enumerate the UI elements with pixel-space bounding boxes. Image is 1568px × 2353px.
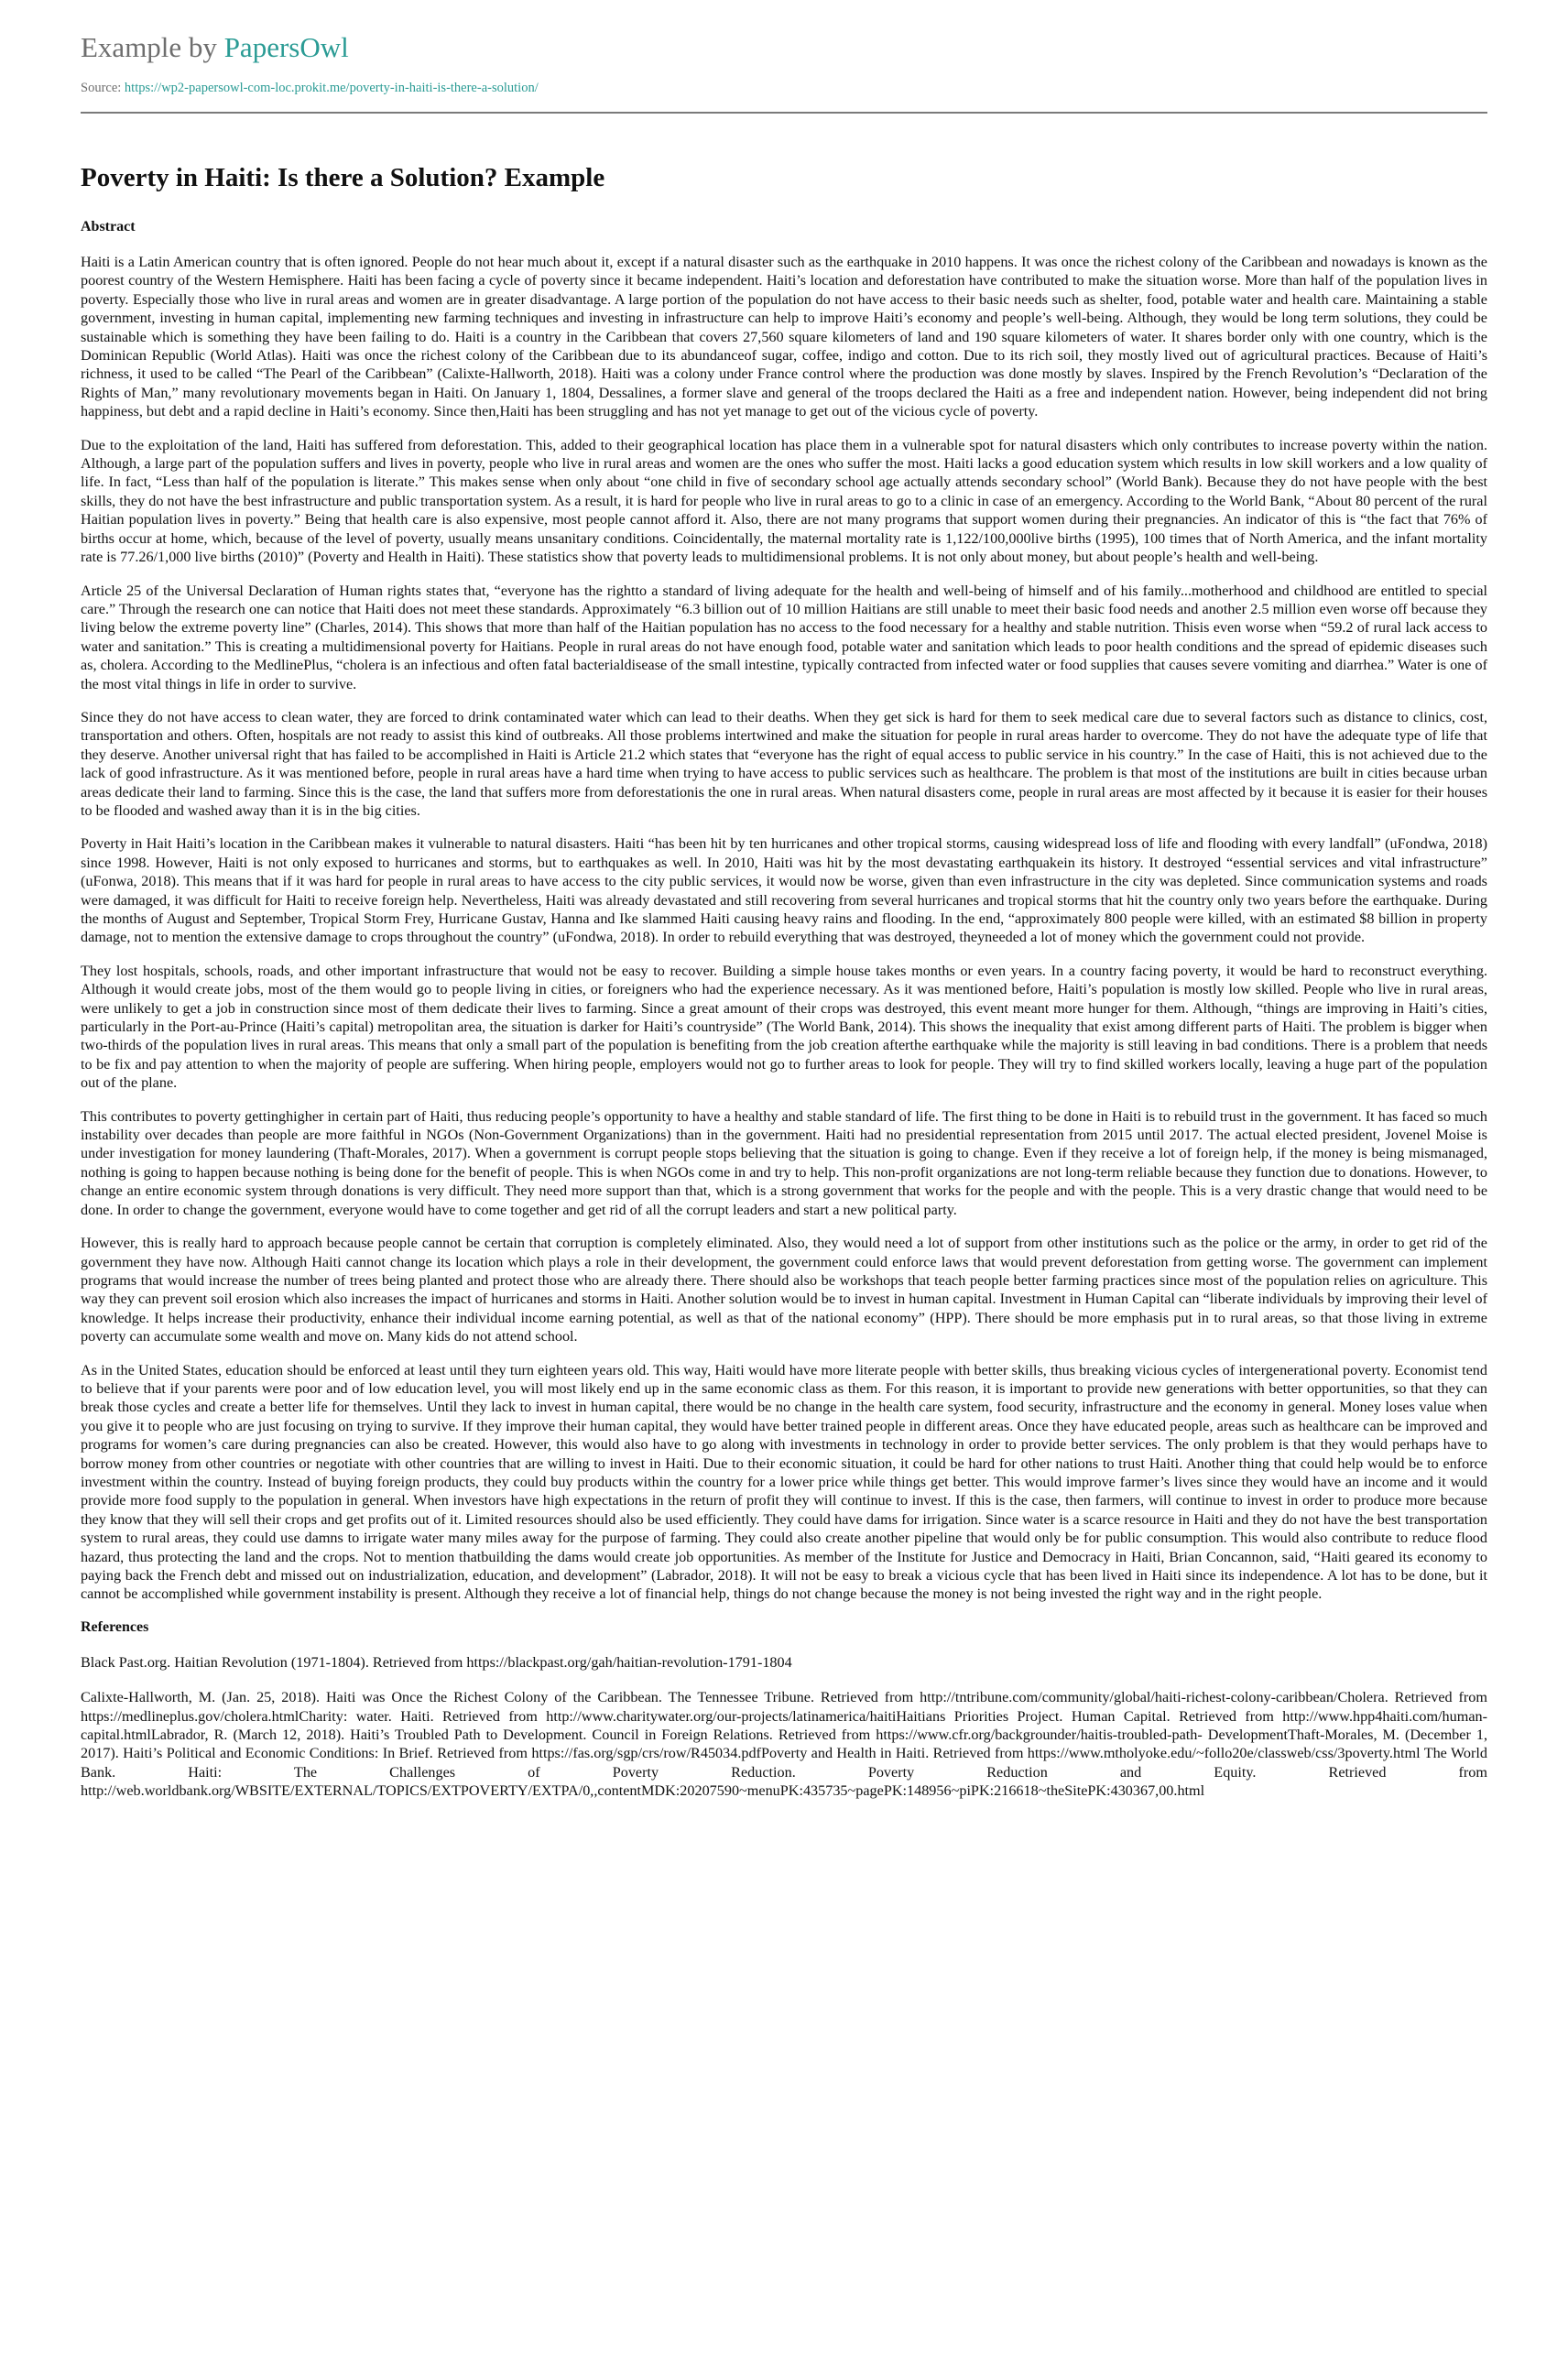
document-body [81,218,1487,1817]
body-paragraph: As in the United States, education should be enforced at least until they turn eighteen years old. This way, Haiti would have more literate people with better skills, thus breaking vicious cycles of intergenerational poverty. Economist tend to believe that if your parents were poor and of low education level, you will most likely end up in the same economic class as them. For this reason, it is important to provide new generations with better opportunities, so that they can break those cycles and create a better life for themselves. Until they lack to invest in human capital, there would be no change in the health care system, food security, infrastructure and the economy in general. Money loses value when you give it to people who are just focusing on trying to survive. If they improve their human capital, they would have better trained people in different areas. Once they have educated people, areas such as healthcare can be improved and programs for women’s care during pregnancies can also be created. However, this would also have to go along with investments in technology in order to provide better services. The only problem is that they would perhaps have to borrow money from other countries or negotiate with other countries that are willing to invest in Haiti. Due to their economic situation, it could be hard for other nations to trust Haiti. Another thing that could help would be to enforce investment within the country. Instead of buying foreign products, they could buy products within the country for a lower price while things get better. This would improve farmer’s lives since they would have an income and it would provide more food supply to the population in general. When investors have high expectations in the return of profit they will continue to invest. If this is the case, then farmers, will continue to invest in order to produce more because they know that they will sell their crops and get profits out of it. Limited resources should also be used efficiently. They could have dams for irrigation. Since water is a scarce resource in Haiti and they do not have the best transportation system to rural areas, they could use damns to irrigate water many miles away for the purpose of farming. They could also create another pipeline that would only be for public consumption. This would also contribute to reduce flood hazard, thus protecting the land and the crops. Not to mention thatbuilding the dams would create job opportunities. As member of the Institute for Justice and Democracy in Haiti, Brian Concannon, said, “Haiti geared its economy to paying back the French debt and missed out on industrialization, education, and development” (Labrador, 2018). It will not be easy to break a vicious cycle that has been lived in Haiti since its independence. A lot has to be done, but it cannot be accomplished while government instability is present. Although they receive a lot of financial help, things do not change because the money is not being invested the right way and in the right people. [81,1361,1487,1603]
body-paragraph: Since they do not have access to clean water, they are forced to drink contaminated water which can lead to their deaths. When they get sick is hard for them to seek medical care due to several factors such as distance to clinics, cost, transportation and others. Often, hospitals are not ready to assist this kind of outbreaks. All those problems intertwined and make the situation for people in rural areas harder to overcome. They do not have the adequate type of life that they deserve. Another universal right that has failed to be accomplished in Haiti is Article 21.2 which states that “everyone has the right of equal access to public service in his country.” In the case of Haiti, this is not achieved due to the lack of good infrastructure. As it was mentioned before, people in rural areas have a hard time when trying to have access to public services such as healthcare. The problem is that most of the institutions are built in cities because urban areas dedicate their land to farming. Since this is the case, the land that suffers more from deforestationis the one in rural areas. When natural disasters come, people in rural areas are most affected by it because it is easier for their houses to be flooded and washed away than it is in the big cities. [81,708,1487,819]
body-paragraph: Due to the exploitation of the land, Haiti has suffered from deforestation. This, added to their geographical location has place them in a vulnerable spot for natural disasters which only contributes to increase poverty within the nation. Although, a large part of the population suffers and lives in poverty, people who live in rural areas and women are the ones who suffer the most. Haiti lacks a good education system which results in low skill workers and a low quality of life. In fact, “Less than half of the population is literate.” This makes sense when only about “one child in five of secondary school age actually attends secondary school” (World Bank). Because they do not have people with the best skills, they do not have the best infrastructure and public transportation system. As a result, it is hard for people who live in rural areas to go to a clinic in case of an emergency. According to the World Bank, “About 80 percent of the rural Haitian population lives in poverty.” Being that health care is also expensive, most people cannot afford it. Also, there are not many programs that support women during their pregnancies. An indicator of this is “the fact that 76% of births occur at home, which, because of the level of poverty, usually means unsanitary conditions. Coincidentally, the maternal mortality rate is 1,122/100,000live births (1995), 100 times that of North America, and the infant mortality rate is 77.26/1,000 live births (2010)” (Poverty and Health in Haiti). These statistics show that poverty leads to multidimensional problems. It is not only about money, but about people’s health and well-being. [81,436,1487,566]
header-divider [81,112,1487,114]
reference-entry: Black Past.org. Haitian Revolution (1971-1804). Retrieved from https://blackpast.org/gah/haitian-revolution-1791-1804 [81,1653,792,1671]
brand-link[interactable]: PapersOwl [223,31,349,63]
body-paragraph: This contributes to poverty gettinghigher in certain part of Haiti, thus reducing people’s opportunity to have a healthy and stable standard of life. The first thing to be done in Haiti is to rebuild trust in the government. It has faced so much instability over decades than people are more faithful in NGOs (Non-Government Organizations) than in the government. Haiti had no presidential representation from 2015 until 2017. The actual elected president, Jovenel Moise is under investigation for money laundering (Thaft-Morales, 2017). When a government is corrupt people stops believing that the situation is going to change. Even if they receive a lot of foreign help, if the money is being mismanaged, nothing is going to happen because nothing is being done for the benefit of people. This is when NGOs come in and try to help. This non-profit organizations are not long-term reliable because they function due to donations. However, to change an entire economic system through donations is very difficult. They need more support than that, which is a strong government that works for the people and with the people. This is a very drastic change that would need to be done. In order to change the government, everyone would have to come together and get rid of all the corrupt leaders and start a new political party. [81,1107,1487,1218]
brand-header [81,31,349,64]
abstract-heading: Abstract [81,219,136,234]
reference-entry: Calixte-Hallworth, M. (Jan. 25, 2018). Haiti was Once the Richest Colony of the Caribbean. The Tennessee Tribune. Retrieved from http://tntribune.com/community/global/haiti-richest-colony-caribbean/Cholera. Retrieved from https://medlineplus.gov/cholera.htmlCharity: water. Haiti. Retrieved from http://www.charitywater.org/our-projects/latinamerica/haitiHaitians Priorities Project. Human Capital. Retrieved from http://www.hpp4haiti.com/human- capital.htmlLabrador, R. (March 12, 2018). Haiti’s Troubled Path to Development. Council in Foreign Relations. Retrieved from https://www.cfr.org/backgrounder/haitis-troubled-path- DevelopmentThaft-Morales, M. (December 1, 2017). Haiti’s Political and Economic Conditions: In Brief. Retrieved from https://fas.org/sgp/crs/row/R45034.pdfPoverty and Health in Haiti. Retrieved from https://www.mtholyoke.edu/~follo20e/classweb/css/3poverty.html The World Bank. Haiti: The Challenges of Poverty Reduction. Poverty Reduction and Equity. Retrieved from http://web.worldbank.org/WBSITE/EXTERNAL/TOPICS/EXTPOVERTY/EXTPA/0,,contentMDK:20207590~menuPK:435735~pagePK:148956~piPK:216618~theSitePK:430367,00.html [81,1689,1487,1800]
body-paragraph: Haiti is a Latin American country that is often ignored. People do not hear much about it, except if a natural disaster such as the earthquake in 2010 happens. It was once the richest colony of the Caribbean and nowadays is known as the poorest country of the Western Hemisphere. Haiti has been facing a cycle of poverty since it became independent. Haiti’s location and deforestation have contributed to make the situation worse. More than half of the population lives in poverty. Especially those who live in rural areas and women are in greater disadvantage. A large portion of the population do not have access to their basic needs such as shelter, food, potable water and health care. Maintaining a stable government, investing in human capital, implementing new farming techniques and investing in infrastructure can help to improve Haiti’s economy and people’s well-being. Although, they would be long term solutions, they could be sustainable which is something they have been failing to do. Haiti is a country in the Caribbean that covers 27,560 square kilometers of land and 190 square kilometers of water. It shares border only with one country, which is the Dominican Republic (World Atlas). Haiti was once the richest colony of the Caribbean due to its abundanceof sugar, coffee, indigo and cotton. Due to its rich soil, they mostly lived out of agricultural practices. Because of Haiti’s richness, it used to be called “The Pearl of the Caribbean” (Calixte-Hallworth, 2018). Haiti was a colony under France control where the production was done mostly by slaves. Inspired by the French Revolution’s “Declaration of the Rights of Man,” many revolutionary movements began in Haiti. On January 1, 1804, Dessalines, a former slave and general of the troops declared the Haiti as a free and independent nation. However, being independent did not bring happiness, but debt and a rapid decline in Haiti’s economy. Since then,Haiti has been struggling and has not yet manage to get out of the vicious cycle of poverty. [81,254,1487,420]
body-paragraph: Article 25 of the Universal Declaration of Human rights states that, “everyone has the rightto a standard of living adequate for the health and well-being of himself and of his family...motherhood and childhood are entitled to special care.” Through the research one can notice that Haiti does not meet these standards. Approximately “6.3 billion out of 10 million Haitians are still unable to meet their basic food needs and another 2.5 million even worse off because they living below the extreme poverty line” (Charles, 2014). This shows that more than half of the Haitian population has no access to the food necessary for a healthy and stable nutrition. Thisis even worse when “59.2 of rural lack access to water and sanitation.” This is creating a multidimensional poverty for Haitians. People in rural areas do not have enough food, potable water and sanitation which leads to poor health conditions and the spread of epidemic diseases such as, cholera. According to the MedlinePlus, “cholera is an infectious and often fatal bacterialdisease of the small intestine, typically contracted from infected water or food supplies that causes severe vomiting and diarrhea.” Water is one of the most vital things in life in order to survive. [81,582,1487,692]
body-paragraph: Poverty in Hait Haiti’s location in the Caribbean makes it vulnerable to natural disasters. Haiti “has been hit by ten hurricanes and other tropical storms, causing widespread loss of life and flooding with every landfall” (uFondwa, 2018) since 1998. However, Haiti is not only exposed to hurricanes and storms, but to earthquakes as well. In 2010, Haiti was hit by the most devastating earthquakein its history. It destroyed “essential services and vital infrastructure” (uFonwa, 2018). This means that if it was hard for people in rural areas to have access to the city public services, it would now be worse, given than even infrastructure in the city was depleted. Since communication systems and roads were damaged, it was difficult for Haiti to receive foreign help. Nevertheless, Haiti was already devastated and still recovering from several hurricanes and tropical storms that hit the country only two years before the earthquake. During the months of August and September, Tropical Storm Frey, Hurricane Gustav, Hanna and Ike slammed Haiti causing heavy rains and flooding. In the end, “approximately 800 people were killed, with an estimated $8 billion in property damage, not to mention the extensive damage to crops throughout the country” (uFondwa, 2018). In order to rebuild everything that was destroyed, theyneeded a lot of money which the government could not provide. [81,835,1487,946]
references-heading: References [81,1618,149,1635]
source-link[interactable]: https://wp2-papersowl-com-loc.prokit.me/poverty-in-haiti-is-there-a-solution/ [124,81,539,95]
source-label: Source: [81,81,122,95]
example-by-text: Example by [81,31,217,63]
body-paragraph: However, this is really hard to approach because people cannot be certain that corruption is completely eliminated. Also, they would need a lot of support from other institutions such as the police or the army, in order to get rid of the government they have now. Although Haiti cannot change its location which plays a role in their development, the government could enforce laws that would prevent deforestation from getting worse. The government can implement programs that would increase the number of trees being planted and protect those who are already there. There should also be workshops that teach people better farming practices since most of the population relies on agriculture. This way they can prevent soil erosion which also increases the impact of hurricanes and storms in Haiti. Another solution would be to invest in human capital. Investment in Human Capital can “liberate individuals by improving their level of knowledge. It helps increase their productivity, enhance their individual income earning potential, as well as that of the national economy” (HPP). There should be more emphasis put in to rural areas, so that those living in extreme poverty can accumulate some wealth and move on. Many kids do not attend school. [81,1235,1487,1345]
document-title: Poverty in Haiti: Is there a Solution? Example [81,163,605,192]
source-line [81,81,539,96]
body-paragraph: They lost hospitals, schools, roads, and other important infrastructure that would not be easy to recover. Building a simple house takes months or even years. In a country facing poverty, it would be hard to reconstruct everything. Although it would create jobs, most of the them would go to people living in cities, or foreigners who had the experience necessary. As it was mentioned before, Haiti’s population is mostly low skilled. People who live in rural areas, were unlikely to get a job in construction since most of them dedicate their lives to farming. Since a great amount of their crops was destroyed, this event meant more hunger for them. Although, “things are improving in Haiti’s cities, particularly in the Port-au-Prince (Haiti’s capital) metropolitan area, the situation is darker for Haiti’s countryside” (The World Bank, 2014). This shows the inequality that exist among different parts of Haiti. The problem is bigger when two-thirds of the population lives in rural areas. This means that only a small part of the population is benefiting from the job creation afterthe earthquake while the majority is still leaving in bad conditions. There is a problem that needs to be fix and pay attention to when the majority of people are suffering. When hiring people, employers would not go to further areas to look for people. They will try to find skilled workers locally, leaving a huge part of the population out of the plane. [81,962,1487,1092]
